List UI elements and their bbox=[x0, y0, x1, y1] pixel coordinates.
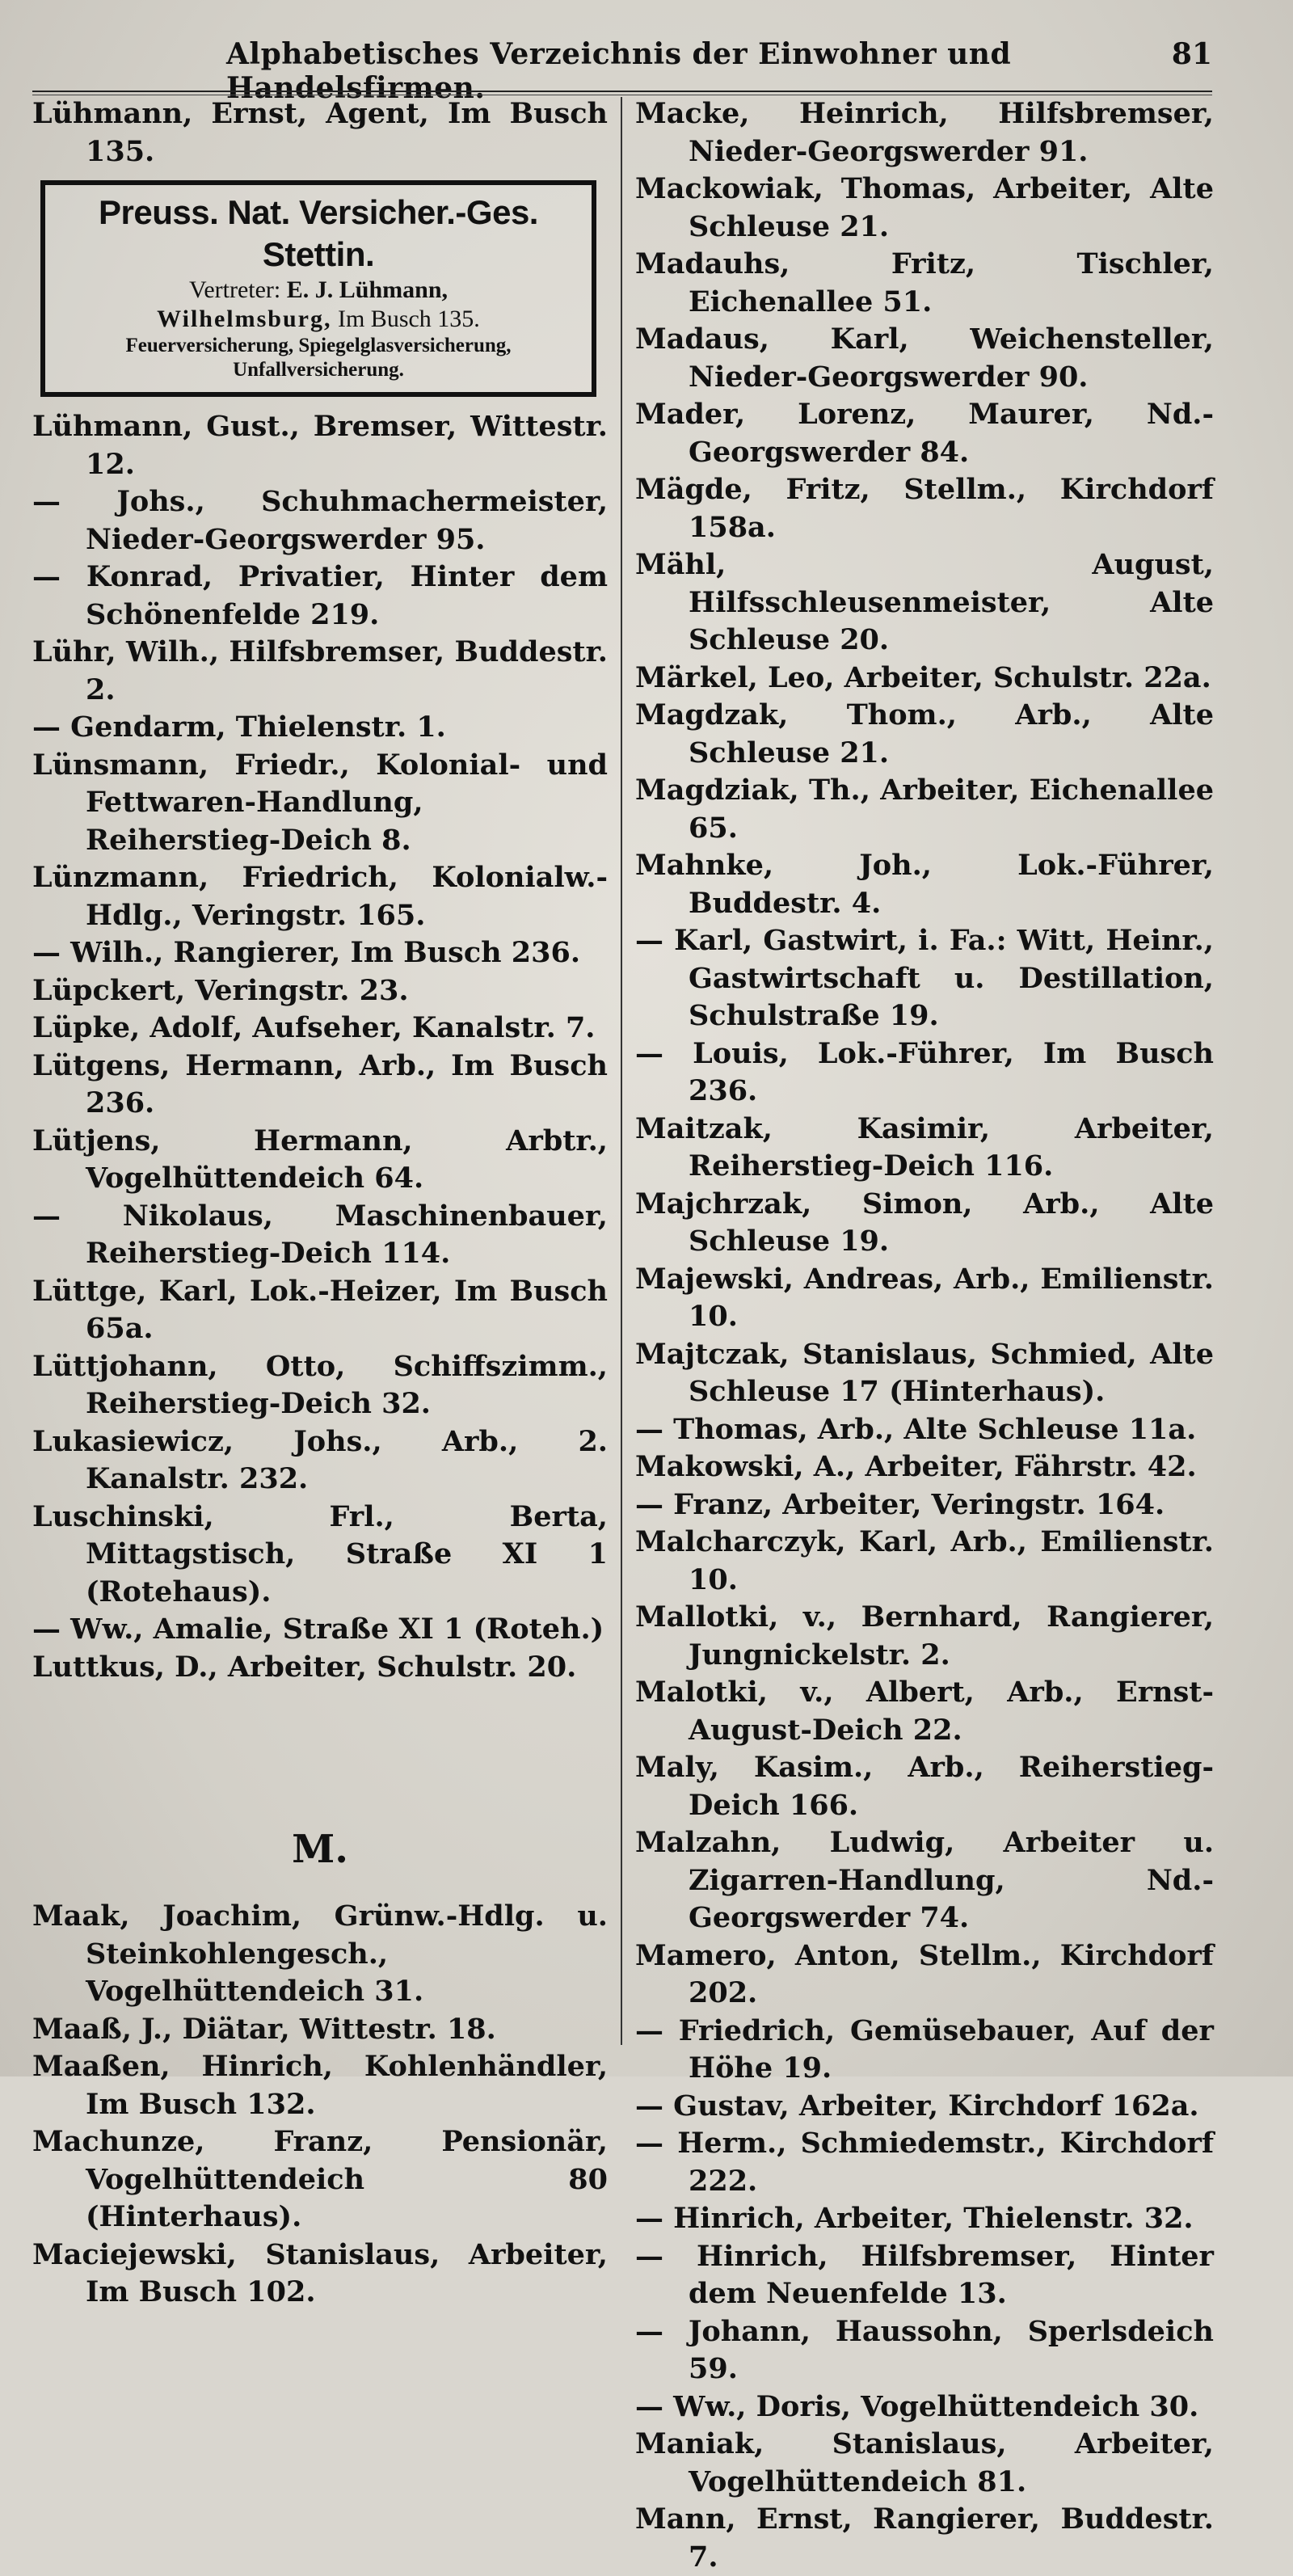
ad-city: Wilhelmsburg, bbox=[157, 306, 332, 332]
directory-entry: Mahnke, Joh., Lok.-Führer, Buddestr. 4. bbox=[635, 849, 1214, 920]
left-column bbox=[32, 95, 608, 2312]
directory-entry: Malotki, v., Albert, Arb., Ernst-August-Deich 22. bbox=[635, 1676, 1214, 1747]
directory-entry: Lühr, Wilh., Hilfsbremser, Buddestr. 2. bbox=[32, 635, 608, 706]
directory-entry: Lünsmann, Friedr., Kolonial- und Fettwaren-Handlung, Reiherstieg-Deich 8. bbox=[32, 748, 608, 857]
directory-entry: — Herm., Schmiedemstr., Kirchdorf 222. bbox=[635, 2127, 1214, 2198]
right-entries-m bbox=[635, 95, 1214, 2576]
directory-entry: Madaus, Karl, Weichensteller, Nieder-Georgswerder 90. bbox=[635, 323, 1214, 394]
left-entries-l bbox=[32, 408, 608, 1686]
directory-entry: — Friedrich, Gemüsebauer, Auf der Höhe 19. bbox=[635, 2013, 1214, 2085]
directory-entry: Lünzmann, Friedrich, Kolonialw.-Hdlg., Veringstr. 165. bbox=[32, 861, 608, 932]
column-divider bbox=[621, 97, 622, 2045]
directory-entry: — Karl, Gastwirt, i. Fa.: Witt, Heinr., Gastwirtschaft u. Destillation, Schulstraße 19. bbox=[635, 924, 1214, 1032]
left-entries-top bbox=[32, 95, 608, 171]
directory-entry: — Gendarm, Thielenstr. 1. bbox=[32, 710, 446, 744]
directory-entry: Mann, Ernst, Rangierer, Buddestr. 7. bbox=[635, 2502, 1214, 2574]
directory-entry: Makowski, A., Arbeiter, Fährstr. 42. bbox=[635, 1450, 1197, 1483]
directory-entry: — Johann, Haussohn, Sperlsdeich 59. bbox=[635, 2314, 1214, 2385]
directory-entry: Maaßen, Hinrich, Kohlenhändler, Im Busch 132. bbox=[32, 2050, 608, 2121]
directory-entry: Magdzak, Thom., Arb., Alte Schleuse 21. bbox=[635, 698, 1214, 769]
directory-entry: Maciejewski, Stanislaus, Arbeiter, Im Busch 102. bbox=[32, 2237, 608, 2308]
ad-services-1: Feuerversicherung, Spiegelglasversicherung, bbox=[125, 335, 512, 356]
directory-entry: — Thomas, Arb., Alte Schleuse 11a. bbox=[635, 1412, 1197, 1446]
directory-entry: — Nikolaus, Maschinenbauer, Reiherstieg-Deich 114. bbox=[32, 1199, 608, 1270]
directory-entry: Lüttge, Karl, Lok.-Heizer, Im Busch 65a. bbox=[32, 1274, 608, 1345]
directory-entry: Malcharczyk, Karl, Arb., Emilienstr. 10. bbox=[635, 1525, 1214, 1596]
directory-entry: Majtczak, Stanislaus, Schmied, Alte Schleuse 17 (Hinterhaus). bbox=[635, 1337, 1214, 1408]
directory-entry: — Louis, Lok.-Führer, Im Busch 236. bbox=[635, 1036, 1214, 1107]
left-entries-m bbox=[32, 1898, 608, 2312]
directory-entry: Malzahn, Ludwig, Arbeiter u. Zigarren-Handlung, Nd.-Georgswerder 74. bbox=[635, 1826, 1214, 1934]
directory-entry: — Gustav, Arbeiter, Kirchdorf 162a. bbox=[635, 2089, 1199, 2123]
directory-entry: — Hinrich, Arbeiter, Thielenstr. 32. bbox=[635, 2202, 1194, 2235]
directory-entry: Lütgens, Hermann, Arb., Im Busch 236. bbox=[32, 1048, 608, 1119]
directory-entry: Lüpke, Adolf, Aufseher, Kanalstr. 7. bbox=[32, 1011, 596, 1044]
directory-entry: Maniak, Stanislaus, Arbeiter, Vogelhüttendeich 81. bbox=[635, 2427, 1214, 2498]
directory-entry: Lühmann, Gust., Bremser, Wittestr. 12. bbox=[32, 410, 608, 481]
directory-entry: Mallotki, v., Bernhard, Rangierer, Jungnickelstr. 2. bbox=[635, 1600, 1214, 1672]
ad-representative bbox=[53, 276, 583, 305]
ad-company-name: Preuss. Nat. Versicher.-Ges. Stettin. bbox=[99, 193, 538, 273]
directory-entry: — Wilh., Rangierer, Im Busch 236. bbox=[32, 936, 581, 969]
directory-entry: — Ww., Amalie, Straße XI 1 (Roteh.) bbox=[32, 1613, 604, 1646]
directory-entry: Lukasiewicz, Johs., Arb., 2. Kanalstr. 232. bbox=[32, 1424, 608, 1495]
directory-entry: Lüttjohann, Otto, Schiffszimm., Reiherstieg-Deich 32. bbox=[32, 1349, 608, 1420]
ad-rep-name: E. J. Lühmann, bbox=[286, 276, 448, 303]
directory-entry: Madauhs, Fritz, Tischler, Eichenallee 51. bbox=[635, 247, 1214, 318]
header-title: Alphabetisches Verzeichnis der Einwohner und Handelsfirmen. bbox=[226, 37, 1012, 105]
directory-entry: Maaß, J., Diätar, Wittestr. 18. bbox=[32, 2012, 496, 2046]
page-number: 81 bbox=[1171, 37, 1212, 71]
directory-entry: Lühmann, Ernst, Agent, Im Busch 135. bbox=[32, 97, 608, 168]
header-rule bbox=[32, 91, 1212, 92]
directory-entry: Machunze, Franz, Pensionär, Vogelhüttendeich 80 (Hinterhaus). bbox=[32, 2125, 608, 2233]
directory-entry: — Franz, Arbeiter, Veringstr. 164. bbox=[635, 1487, 1165, 1521]
directory-entry: Mamero, Anton, Stellm., Kirchdorf 202. bbox=[635, 1938, 1214, 2009]
ad-street: Im Busch 135. bbox=[337, 306, 480, 332]
directory-entry: Mackowiak, Thomas, Arbeiter, Alte Schleuse 21. bbox=[635, 172, 1214, 243]
directory-entry: — Ww., Doris, Vogelhüttendeich 30. bbox=[635, 2389, 1199, 2423]
directory-entry: Luttkus, D., Arbeiter, Schulstr. 20. bbox=[32, 1650, 577, 1684]
directory-entry: Märkel, Leo, Arbeiter, Schulstr. 22a. bbox=[635, 660, 1211, 694]
directory-entry: Majchrzak, Simon, Arb., Alte Schleuse 19. bbox=[635, 1187, 1214, 1258]
page-header bbox=[32, 32, 1212, 105]
directory-entry: Macke, Heinrich, Hilfsbremser, Nieder-Georgswerder 91. bbox=[635, 97, 1214, 168]
directory-entry: Luschinski, Frl., Berta, Mittagstisch, Straße XI 1 (Rotehaus). bbox=[32, 1499, 608, 1608]
directory-entry: Maak, Joachim, Grünw.-Hdlg. u. Steinkohlengesch., Vogelhüttendeich 31. bbox=[32, 1899, 608, 2008]
directory-entry: — Hinrich, Hilfsbremser, Hinter dem Neuenfelde 13. bbox=[635, 2239, 1214, 2310]
directory-entry: Mader, Lorenz, Maurer, Nd.-Georgswerder 84. bbox=[635, 398, 1214, 469]
directory-entry: Magdziak, Th., Arbeiter, Eichenallee 65. bbox=[635, 774, 1214, 845]
directory-entry: — Konrad, Privatier, Hinter dem Schönenfelde 219. bbox=[32, 560, 608, 631]
directory-entry: Mägde, Fritz, Stellm., Kirchdorf 158a. bbox=[635, 473, 1214, 544]
right-column bbox=[635, 95, 1214, 2576]
ad-address bbox=[53, 305, 583, 334]
directory-entry: Majewski, Andreas, Arb., Emilienstr. 10. bbox=[635, 1262, 1214, 1333]
directory-entry: Lüpckert, Veringstr. 23. bbox=[32, 973, 409, 1007]
directory-entry: — Johs., Schuhmachermeister, Nieder-Georgswerder 95. bbox=[32, 485, 608, 556]
ad-rep-label: Vertreter: bbox=[188, 276, 281, 303]
directory-entry: Mähl, August, Hilfsschleusenmeister, Alte Schleuse 20. bbox=[635, 548, 1214, 656]
advertisement-box bbox=[40, 180, 596, 397]
ad-services-2: Unfallversicherung. bbox=[233, 359, 404, 381]
directory-entry: Maly, Kasim., Arb., Reiherstieg-Deich 166. bbox=[635, 1751, 1214, 1822]
directory-entry: Maitzak, Kasimir, Arbeiter, Reiherstieg-Deich 116. bbox=[635, 1111, 1214, 1183]
section-letter-m: M. bbox=[292, 1827, 348, 1872]
directory-entry: Lütjens, Hermann, Arbtr., Vogelhüttendeich 64. bbox=[32, 1124, 608, 1195]
